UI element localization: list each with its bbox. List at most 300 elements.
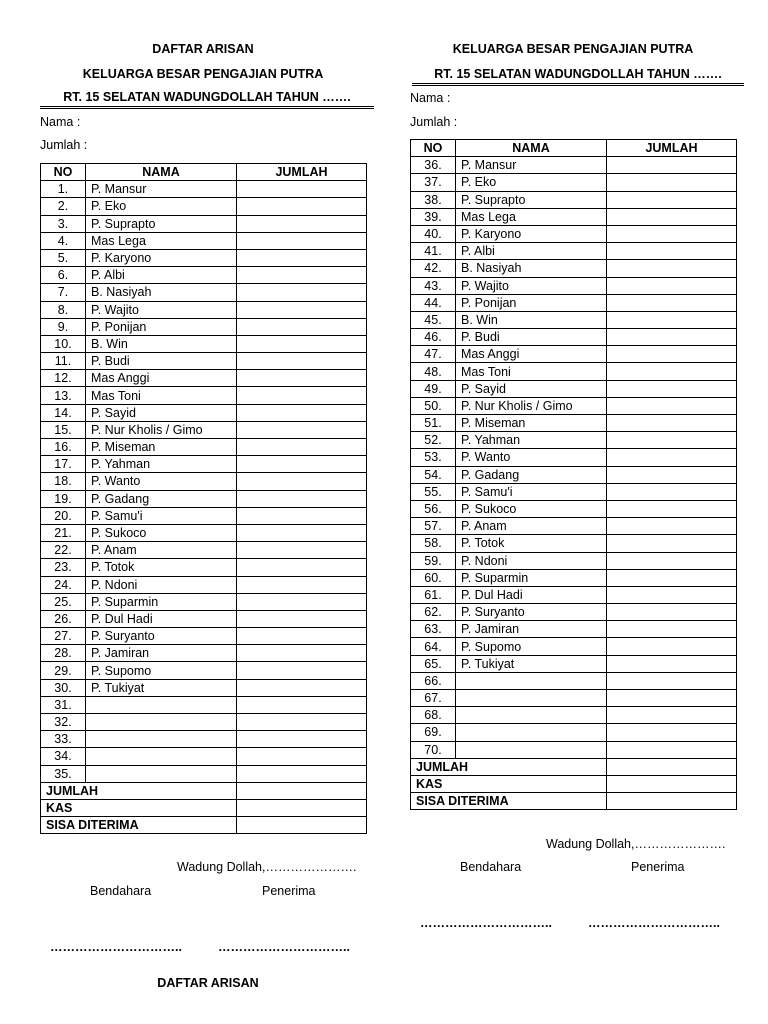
row-number: 14. [41,404,86,421]
row-number: 29. [41,662,86,679]
table-footer-row [411,775,737,792]
row-name: P. Ndoni [86,576,237,593]
row-number: 62. [411,604,456,621]
row-name: P. Wajito [456,277,607,294]
row-name: P. Suprapto [86,215,237,232]
row-amount [607,621,737,638]
row-name: P. Suparmin [86,593,237,610]
row-name [86,714,237,731]
row-amount [607,569,737,586]
row-number: 7. [41,284,86,301]
row-name: P. Dul Hadi [456,586,607,603]
table-row [41,456,367,473]
row-amount [607,466,737,483]
row-amount [607,191,737,208]
table-row [41,628,367,645]
row-name: B. Win [456,311,607,328]
row-amount [237,507,367,524]
table-row [411,604,737,621]
table-row [411,638,737,655]
table-footer-row [41,817,367,834]
row-name: P. Samu'i [86,507,237,524]
row-amount [237,490,367,507]
footer-value [237,799,367,816]
left-subtitle: KELUARGA BESAR PENGAJIAN PUTRA [82,67,324,81]
table-row [411,432,737,449]
row-number: 63. [411,621,456,638]
table-row [411,415,737,432]
table-row [411,672,737,689]
table-row [411,243,737,260]
row-amount [237,215,367,232]
row-name: P. Jamiran [86,645,237,662]
row-name: Mas Anggi [86,370,237,387]
row-name: P. Miseman [86,439,237,456]
table-header-row [411,140,737,157]
row-name: P. Yahman [86,456,237,473]
right-subtitle: KELUARGA BESAR PENGAJIAN PUTRA [452,42,694,56]
table-row [411,586,737,603]
row-number: 43. [411,277,456,294]
table-row [41,714,367,731]
row-amount [607,225,737,242]
left-arisan-table [40,163,367,834]
row-number: 47. [411,346,456,363]
row-name: P. Sayid [86,404,237,421]
row-number: 51. [411,415,456,432]
row-number: 1. [41,181,86,198]
table-row [411,621,737,638]
row-amount [237,181,367,198]
row-name: P. Wanto [456,449,607,466]
row-name: P. Nur Kholis / Gimo [456,397,607,414]
row-name [86,731,237,748]
row-number: 2. [41,198,86,215]
table-row [411,552,737,569]
right-place-date: Wadung Dollah,…………………. [546,837,726,851]
row-number: 58. [411,535,456,552]
right-bendahara-label: Bendahara [460,860,522,874]
table-row [411,535,737,552]
header-nama: NAMA [86,164,237,181]
row-amount [237,370,367,387]
row-number: 45. [411,311,456,328]
row-number: 48. [411,363,456,380]
row-name: P. Suparmin [456,569,607,586]
row-number: 27. [41,628,86,645]
row-name: B. Win [86,335,237,352]
row-name: P. Ponijan [456,294,607,311]
row-name: P. Budi [86,353,237,370]
row-amount [607,500,737,517]
table-row [41,473,367,490]
table-row [41,542,367,559]
row-amount [607,586,737,603]
row-amount [237,456,367,473]
left-signature-penerima: ………………………….. [218,940,350,954]
row-number: 11. [41,353,86,370]
table-row [41,249,367,266]
row-amount [237,473,367,490]
table-row [411,724,737,741]
row-name [456,690,607,707]
row-name: P. Albi [86,267,237,284]
table-row [41,679,367,696]
row-name: P. Anam [456,518,607,535]
table-row [411,690,737,707]
right-arisan-table [410,139,737,810]
row-amount [607,260,737,277]
row-number: 57. [411,518,456,535]
header-no: NO [411,140,456,157]
table-row [411,329,737,346]
row-number: 15. [41,421,86,438]
row-amount [237,198,367,215]
row-amount [607,518,737,535]
row-name: P. Totok [86,559,237,576]
table-row [41,731,367,748]
row-name: P. Gadang [86,490,237,507]
table-row [411,483,737,500]
row-name: P. Suryanto [456,604,607,621]
row-amount [237,439,367,456]
footer-label: JUMLAH [41,782,237,799]
row-name [86,696,237,713]
table-row [41,490,367,507]
table-row [41,765,367,782]
row-number: 9. [41,318,86,335]
left-rt-line: RT. 15 SELATAN WADUNGDOLLAH TAHUN ……. [40,90,374,109]
table-row [411,380,737,397]
row-name: P. Totok [456,535,607,552]
row-number: 31. [41,696,86,713]
row-amount [237,284,367,301]
row-amount [237,559,367,576]
table-row [41,559,367,576]
footer-label: SISA DITERIMA [411,793,607,810]
table-row [411,346,737,363]
row-number: 69. [411,724,456,741]
table-row [41,318,367,335]
table-row [411,449,737,466]
row-name: P. Supomo [456,638,607,655]
row-number: 18. [41,473,86,490]
left-table-body [41,181,367,783]
row-name [86,765,237,782]
row-name: P. Suryanto [86,628,237,645]
row-amount [237,748,367,765]
row-name [456,672,607,689]
row-amount [607,329,737,346]
right-signature-bendahara: ………………………….. [420,916,552,930]
row-name: P. Nur Kholis / Gimo [86,421,237,438]
table-row [411,260,737,277]
table-footer-row [411,758,737,775]
table-row [411,707,737,724]
footer-value [607,793,737,810]
row-amount [607,432,737,449]
row-name: B. Nasiyah [86,284,237,301]
row-amount [607,277,737,294]
table-row [41,181,367,198]
footer-label: SISA DITERIMA [41,817,237,834]
row-number: 67. [411,690,456,707]
row-amount [237,628,367,645]
table-row [411,500,737,517]
left-penerima-label: Penerima [262,884,316,898]
row-number: 49. [411,380,456,397]
table-row [41,215,367,232]
row-amount [607,604,737,621]
row-name: P. Jamiran [456,621,607,638]
table-row [411,294,737,311]
table-row [41,301,367,318]
row-name: Mas Lega [86,232,237,249]
footer-value [237,817,367,834]
row-amount [237,421,367,438]
table-row [41,524,367,541]
row-number: 56. [411,500,456,517]
row-number: 59. [411,552,456,569]
row-number: 12. [41,370,86,387]
row-number: 68. [411,707,456,724]
row-name [456,707,607,724]
row-number: 21. [41,524,86,541]
row-number: 53. [411,449,456,466]
row-number: 28. [41,645,86,662]
footer-label: KAS [41,799,237,816]
row-name: P. Sayid [456,380,607,397]
row-amount [237,524,367,541]
row-number: 5. [41,249,86,266]
left-nama-label: Nama : [40,115,81,129]
row-name: P. Yahman [456,432,607,449]
row-amount [237,731,367,748]
row-number: 66. [411,672,456,689]
row-amount [607,380,737,397]
row-name: P. Ndoni [456,552,607,569]
right-jumlah-label: Jumlah : [410,115,458,129]
row-number: 24. [41,576,86,593]
table-row [41,232,367,249]
row-amount [237,542,367,559]
table-row [41,439,367,456]
row-name: P. Tukiyat [456,655,607,672]
row-amount [237,387,367,404]
right-table-footer [411,758,737,810]
row-number: 3. [41,215,86,232]
row-number: 40. [411,225,456,242]
table-row [41,748,367,765]
row-amount [607,174,737,191]
table-row [411,518,737,535]
footer-value [237,782,367,799]
row-number: 35. [41,765,86,782]
row-name: P. Karyono [456,225,607,242]
table-row [41,696,367,713]
row-number: 70. [411,741,456,758]
row-name: B. Nasiyah [456,260,607,277]
row-amount [237,765,367,782]
table-row [411,277,737,294]
row-name: P. Wajito [86,301,237,318]
table-footer-row [411,793,737,810]
row-number: 8. [41,301,86,318]
row-name: P. Eko [456,174,607,191]
table-row [41,593,367,610]
header-jumlah: JUMLAH [237,164,367,181]
row-amount [607,449,737,466]
table-row [41,404,367,421]
row-number: 52. [411,432,456,449]
row-name [456,741,607,758]
row-amount [237,404,367,421]
row-name: P. Samu'i [456,483,607,500]
left-signature-bendahara: ………………………….. [50,940,182,954]
header-nama: NAMA [456,140,607,157]
row-amount [237,318,367,335]
row-amount [237,576,367,593]
footer-label: JUMLAH [411,758,607,775]
row-name: Mas Toni [456,363,607,380]
row-name: Mas Toni [86,387,237,404]
right-nama-label: Nama : [410,91,451,105]
table-row [41,610,367,627]
row-number: 23. [41,559,86,576]
row-amount [237,267,367,284]
table-row [411,363,737,380]
row-name: P. Mansur [86,181,237,198]
right-signature-penerima: ………………………….. [588,916,720,930]
row-number: 17. [41,456,86,473]
row-number: 19. [41,490,86,507]
row-name: P. Sukoco [86,524,237,541]
row-name: P. Albi [456,243,607,260]
row-number: 50. [411,397,456,414]
row-name: P. Eko [86,198,237,215]
row-number: 54. [411,466,456,483]
table-row [41,387,367,404]
table-row [41,267,367,284]
row-amount [607,346,737,363]
row-amount [607,552,737,569]
table-row [411,311,737,328]
left-place-date: Wadung Dollah,…………………. [177,860,357,874]
left-jumlah-label: Jumlah : [40,138,88,152]
row-name: P. Gadang [456,466,607,483]
row-number: 10. [41,335,86,352]
row-name: P. Miseman [456,415,607,432]
left-bendahara-label: Bendahara [90,884,152,898]
table-row [411,655,737,672]
table-footer-row [41,782,367,799]
table-row [41,576,367,593]
right-rt-line: RT. 15 SELATAN WADUNGDOLLAH TAHUN ……. [412,67,744,86]
table-row [411,208,737,225]
row-amount [237,249,367,266]
row-name: Mas Anggi [456,346,607,363]
row-number: 20. [41,507,86,524]
row-number: 30. [41,679,86,696]
right-table-body [411,157,737,759]
table-row [411,174,737,191]
row-number: 64. [411,638,456,655]
row-name: P. Wanto [86,473,237,490]
row-amount [237,714,367,731]
row-number: 38. [411,191,456,208]
row-amount [607,157,737,174]
table-footer-row [41,799,367,816]
table-row [41,645,367,662]
row-number: 65. [411,655,456,672]
row-name: P. Budi [456,329,607,346]
row-number: 33. [41,731,86,748]
row-name: P. Karyono [86,249,237,266]
row-amount [237,610,367,627]
table-row [41,662,367,679]
table-row [41,370,367,387]
row-amount [607,415,737,432]
row-amount [607,311,737,328]
row-name [86,748,237,765]
row-name [456,724,607,741]
row-name: P. Anam [86,542,237,559]
row-number: 37. [411,174,456,191]
row-name: Mas Lega [456,208,607,225]
row-number: 61. [411,586,456,603]
table-row [41,198,367,215]
row-number: 46. [411,329,456,346]
table-row [41,335,367,352]
header-jumlah: JUMLAH [607,140,737,157]
row-amount [607,690,737,707]
row-name: P. Mansur [456,157,607,174]
row-amount [607,363,737,380]
row-amount [607,741,737,758]
row-number: 22. [41,542,86,559]
row-amount [607,655,737,672]
left-table-footer [41,782,367,834]
row-number: 44. [411,294,456,311]
table-row [411,191,737,208]
row-amount [607,724,737,741]
table-row [411,569,737,586]
table-row [41,507,367,524]
row-number: 32. [41,714,86,731]
row-amount [607,208,737,225]
row-number: 60. [411,569,456,586]
row-amount [237,679,367,696]
table-row [411,466,737,483]
row-amount [607,535,737,552]
footer-value [607,758,737,775]
row-name: P. Ponijan [86,318,237,335]
row-number: 25. [41,593,86,610]
table-row [411,225,737,242]
row-amount [607,707,737,724]
row-number: 26. [41,610,86,627]
row-amount [237,301,367,318]
right-penerima-label: Penerima [631,860,685,874]
row-name: P. Suprapto [456,191,607,208]
row-amount [607,638,737,655]
row-amount [237,593,367,610]
row-number: 39. [411,208,456,225]
row-amount [607,672,737,689]
row-number: 36. [411,157,456,174]
row-amount [607,243,737,260]
header-no: NO [41,164,86,181]
